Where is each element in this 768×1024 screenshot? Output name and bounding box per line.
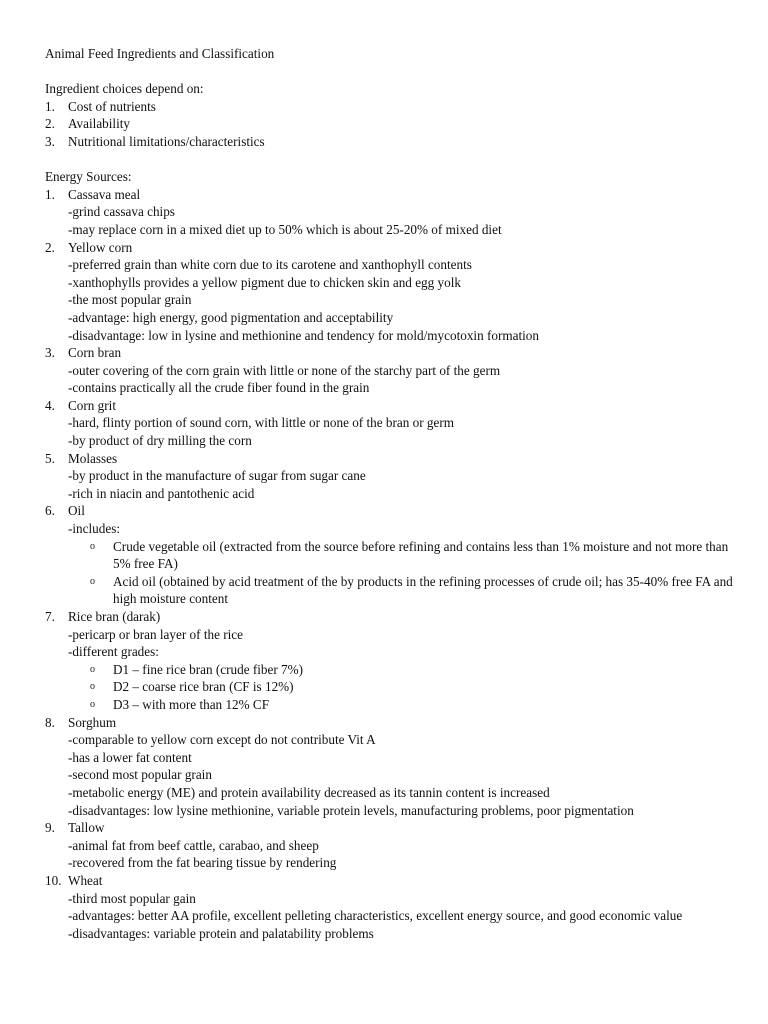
energy-source-name: Yellow corn — [68, 239, 133, 255]
energy-source-number: 10. — [45, 872, 62, 888]
sub-bullet-item — [45, 538, 735, 573]
bullet-icon: o — [90, 575, 95, 587]
energy-source-note: -metabolic energy (ME) and protein availability decreased as its tannin content is increased — [68, 784, 550, 800]
energy-source-note: -recovered from the fat bearing tissue by rendering — [68, 855, 337, 871]
energy-sources-heading: Energy Sources: — [45, 169, 132, 185]
energy-source-note: -grind cassava chips — [68, 204, 175, 220]
list-text: Availability — [68, 116, 131, 132]
energy-source-note: -animal fat from beef cattle, carabao, and sheep — [68, 837, 319, 853]
energy-source-note: -different grades: — [68, 644, 159, 660]
sub-bullet-item — [45, 573, 735, 608]
energy-source-note: -by product of dry milling the corn — [68, 433, 252, 449]
energy-source-note: -the most popular grain — [68, 292, 192, 308]
energy-source-note: -may replace corn in a mixed diet up to 50% which is about 25-20% of mixed diet — [68, 221, 502, 237]
list-item — [45, 115, 735, 133]
intro-heading: Ingredient choices depend on: — [45, 81, 204, 97]
sub-bullet-text: D1 – fine rice bran (crude fiber 7%) — [113, 661, 304, 677]
list-number: 3. — [45, 133, 55, 149]
list-number: 2. — [45, 116, 55, 132]
document-page — [45, 45, 735, 942]
energy-source-number: 3. — [45, 345, 55, 361]
document-title: Animal Feed Ingredients and Classification — [45, 46, 275, 61]
bullet-icon: o — [90, 663, 95, 675]
energy-source-item — [45, 186, 735, 204]
energy-source-note: -preferred grain than white corn due to its carotene and xanthophyll contents — [68, 257, 472, 273]
energy-source-note: -second most popular grain — [68, 767, 212, 783]
bullet-icon: o — [90, 540, 95, 552]
energy-source-number: 9. — [45, 820, 55, 836]
sub-bullet-text: D2 – coarse rice bran (CF is 12%) — [113, 679, 294, 695]
sub-bullet-text: Acid oil (obtained by acid treatment of the by products in the refining processes of crude oil; has 35-40% free FA and high moisture content — [113, 573, 733, 607]
energy-source-item — [45, 397, 735, 415]
energy-source-name: Oil — [68, 503, 85, 519]
energy-source-note: -hard, flinty portion of sound corn, with little or none of the bran or germ — [68, 415, 455, 431]
sub-bullet-item — [45, 661, 735, 679]
energy-source-note: -includes: — [68, 521, 121, 537]
energy-source-note: -disadvantages: variable protein and palatability problems — [68, 925, 374, 941]
bullet-icon: o — [90, 681, 95, 693]
intro-list — [45, 98, 735, 151]
energy-source-item — [45, 714, 735, 732]
energy-source-item — [45, 450, 735, 468]
energy-source-item — [45, 819, 735, 837]
energy-source-name: Corn bran — [68, 345, 122, 361]
energy-source-note: -pericarp or bran layer of the rice — [68, 626, 243, 642]
energy-source-name: Tallow — [68, 820, 105, 836]
list-item — [45, 133, 735, 151]
energy-source-name: Cassava meal — [68, 186, 141, 202]
energy-source-note: -has a lower fat content — [68, 749, 192, 765]
energy-source-item — [45, 344, 735, 362]
energy-source-number: 8. — [45, 714, 55, 730]
sub-bullet-item — [45, 696, 735, 714]
energy-source-note: -third most popular gain — [68, 890, 196, 906]
energy-source-number: 2. — [45, 239, 55, 255]
energy-source-name: Sorghum — [68, 714, 117, 730]
energy-source-note: -advantages: better AA profile, excellent pelleting characteristics, excellent energy source, and good economic value — [68, 908, 683, 924]
energy-source-name: Wheat — [68, 872, 103, 888]
energy-source-note: -comparable to yellow corn except do not contribute Vit A — [68, 732, 376, 748]
energy-source-name: Rice bran (darak) — [68, 609, 161, 624]
energy-source-name: Corn grit — [68, 397, 116, 413]
sub-bullet-text: Crude vegetable oil (extracted from the source before refining and contains less than 1% moisture and not more than 5% free FA) — [113, 538, 729, 572]
energy-source-item — [45, 872, 735, 890]
sub-bullet-text: D3 – with more than 12% CF — [113, 696, 270, 712]
energy-source-number: 5. — [45, 450, 55, 466]
list-text: Cost of nutrients — [68, 98, 156, 114]
energy-source-number: 1. — [45, 186, 55, 202]
list-number: 1. — [45, 98, 55, 114]
energy-source-note: -outer covering of the corn grain with little or none of the starchy part of the germ — [68, 362, 501, 378]
energy-source-note: -by product in the manufacture of sugar from sugar cane — [68, 468, 366, 484]
energy-source-name: Molasses — [68, 450, 118, 466]
energy-source-note: -contains practically all the crude fiber found in the grain — [68, 380, 370, 396]
energy-source-note: -disadvantage: low in lysine and methionine and tendency for mold/mycotoxin formation — [68, 327, 539, 343]
energy-source-number: 4. — [45, 397, 55, 413]
bullet-icon: o — [90, 698, 95, 710]
list-item — [45, 98, 735, 116]
list-text: Nutritional limitations/characteristics — [68, 133, 265, 149]
energy-source-item — [45, 239, 735, 257]
energy-source-note: -rich in niacin and pantothenic acid — [68, 485, 255, 501]
energy-source-note: -disadvantages: low lysine methionine, variable protein levels, manufacturing problems, poor pigmentation — [68, 802, 634, 818]
energy-source-item — [45, 502, 735, 520]
energy-sources-list — [45, 186, 735, 943]
energy-source-note: -xanthophylls provides a yellow pigment due to chicken skin and egg yolk — [68, 274, 461, 290]
energy-source-number: 6. — [45, 503, 55, 519]
energy-source-number: 7. — [45, 609, 55, 624]
energy-source-note: -advantage: high energy, good pigmentation and acceptability — [68, 309, 394, 325]
energy-source-item — [45, 608, 735, 626]
sub-bullet-item — [45, 678, 735, 696]
